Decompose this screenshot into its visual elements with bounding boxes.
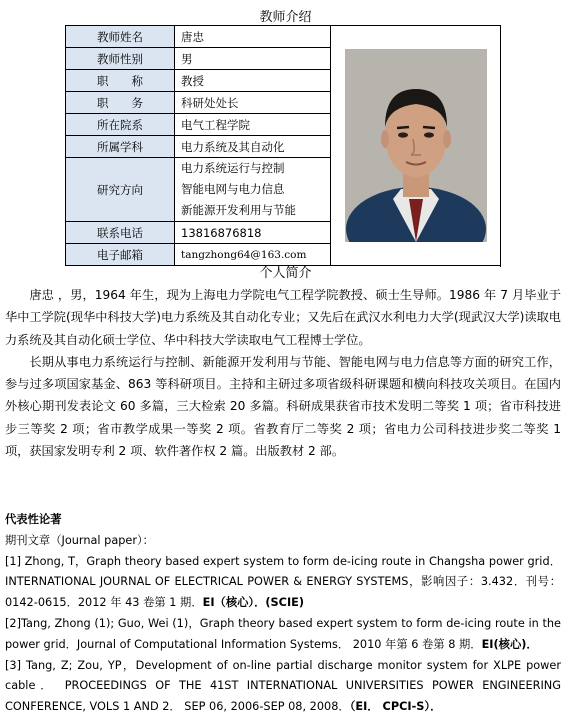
title-value: 教授 (175, 70, 331, 92)
papers-heading: 代表性论著 (5, 513, 62, 526)
phone-label: 联系电话 (66, 222, 175, 244)
college-label: 所在院系 (66, 114, 175, 136)
research-item: 智能电网与电力信息 (181, 182, 285, 196)
phone-value: 13816876818 (175, 222, 331, 244)
journal-heading: 期刊文章（Journal paper）： (5, 533, 154, 547)
paper-citation: [3] Tang, Z; Zou, YP，Development of on-line partial discharge monitor system for XLPE power cable． PROCEEDINGS OF THE 41ST INTERNATIONAL UNIVERSITIES POWER ENGINEERING CONFERENCE, VOLS 1 AND 2． SEP 06, 2006-SEP 08, 2008． (5, 658, 561, 714)
paper-index-tag: （EI． CPCI-S）． (349, 700, 442, 714)
page-title: 教师介绍 (259, 10, 312, 25)
paper-item (5, 614, 561, 656)
portrait-photo (331, 26, 501, 266)
gender-value: 男 (175, 48, 331, 70)
email-label: 电子邮箱 (66, 244, 175, 266)
bio-paragraph: 唐忠 ，男，1964 年生，现为上海电力学院电气工程学院教授、硕士生导师。1986 年 7 月毕业于华中工学院(现华中科技大学)电力系统及其自动化专业；又先后在武汉水利电力大学(现武汉大学)读取电力系统及其自动化硕士学位、华中科技大学读取电气工程博士学位。 (5, 288, 561, 347)
bio-paragraph: 长期从事电力系统运行与控制、新能源开发利用与节能、智能电网与电力信息等方面的研究工作，参与过多项国家基金、863 等科研项目。主持和主研过多项省级科研课题和横向科技攻关项目。在国内外核心期刊发表论文 60 多篇，三大检索 20 多篇。科研成果获省市技术发明二等奖 1 项；省市科技进步三等奖 2 项；省市教学成果一等奖 2 项。省教育厅二等奖 2 项；省电力公司科技进步奖二等奖 1 项，获国家发明专利 2 项、软件著作权 2 篇。出版教材 2 部。 (5, 354, 561, 459)
research-item: 电力系统运行与控制 (181, 161, 285, 175)
position-label: 职 务 (66, 92, 175, 114)
gender-label: 教师性别 (66, 48, 175, 70)
bio-heading: 个人简介 (259, 266, 312, 281)
research-item: 新能源开发利用与节能 (181, 203, 296, 217)
teacher-info-table (65, 25, 501, 266)
name-label: 教师姓名 (66, 26, 175, 48)
paper-index-tag: EI(核心)． (481, 637, 538, 651)
discipline-value: 电力系统及其自动化 (175, 136, 331, 158)
research-value (175, 158, 331, 222)
college-value: 电气工程学院 (175, 114, 331, 136)
paper-index-tag: EI（核心）．(SCIE) (202, 596, 305, 610)
title-label: 职 称 (66, 70, 175, 92)
discipline-label: 所属学科 (66, 136, 175, 158)
position-value: 科研处处长 (175, 92, 331, 114)
paper-citation: [2]Tang, Zhong (1); Guo, Wei (1)，Graph theory based expert system to form de-icing route in the power grid．Journal of Computational Information Systems． 2010 年第 6 卷第 8 期． (5, 616, 561, 651)
portrait-image (345, 49, 487, 242)
name-value: 唐忠 (175, 26, 331, 48)
research-label: 研究方向 (66, 158, 175, 222)
email-value: tangzhong64@163.com (175, 244, 331, 266)
bio-text (5, 284, 561, 462)
paper-item (5, 656, 561, 718)
publications (5, 510, 561, 718)
paper-citation: [1] Zhong, T，Graph theory based expert system to form de-icing route in Changsha power grid．INTERNATIONAL JOURNAL OF ELECTRICAL POWER & ENERGY SYSTEMS，影响因子：3.432．刊号：0142-0615．2012 年 43 卷第 1 期． (5, 554, 561, 610)
paper-item (5, 552, 561, 614)
